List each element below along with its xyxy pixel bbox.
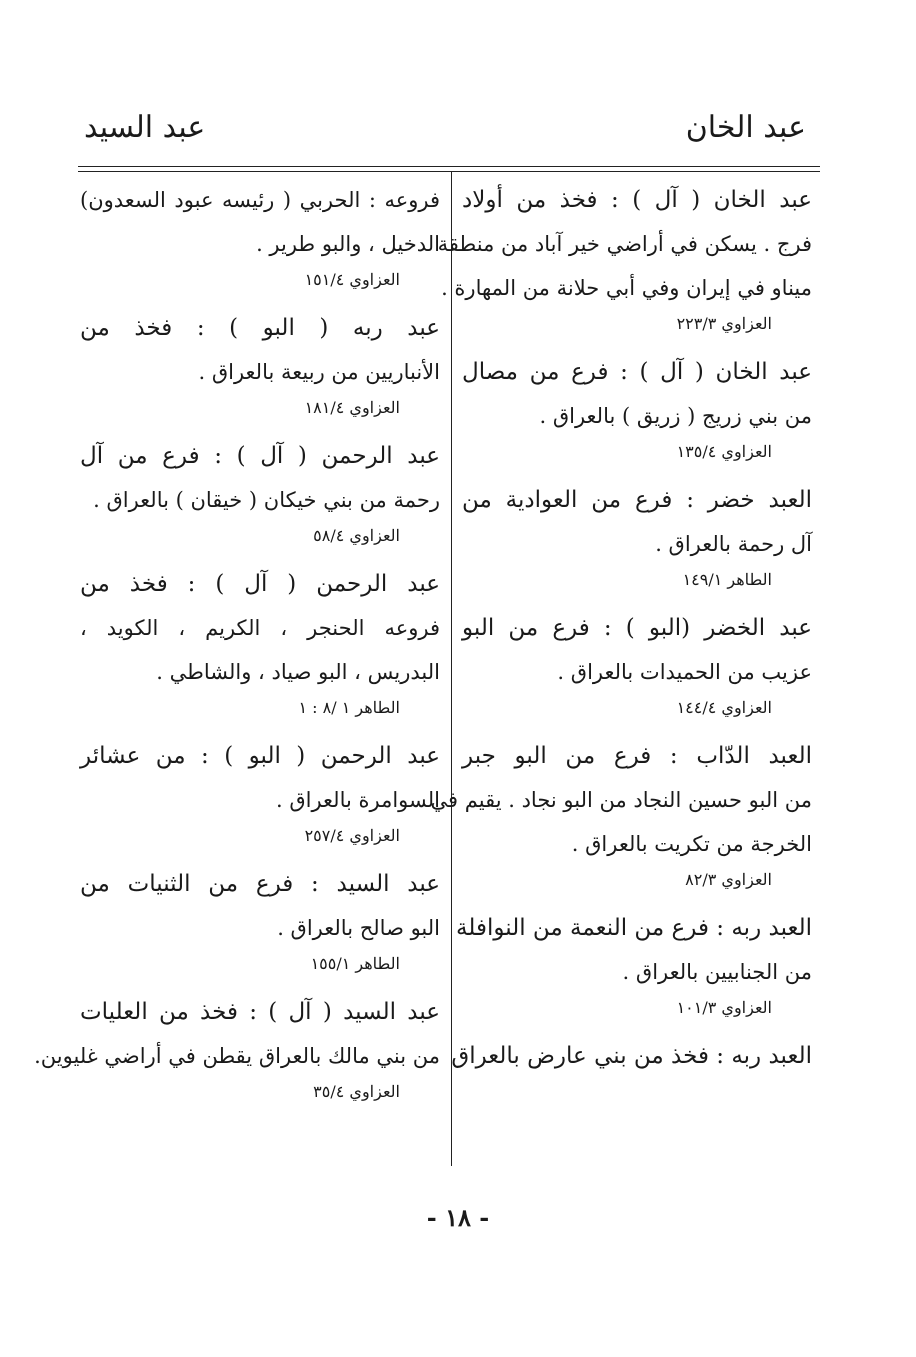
entry-line: العبد ربه : فرع من النعمة من النوافلة xyxy=(456,915,812,941)
entry xyxy=(80,734,440,850)
entry-source: العزاوي ١٨١/٤ xyxy=(304,398,400,417)
entry-line: عزيب من الحميدات بالعراق . xyxy=(557,660,812,684)
entry-line: عبد الخان ( آل ) : فرع من مصال xyxy=(462,359,812,385)
entry-line: البدريس ، البو صياد ، والشاطي . xyxy=(156,660,440,684)
entry xyxy=(80,434,440,550)
entry-line: فرج . يسكن في أراضي خير آباد من منطقة xyxy=(437,232,812,256)
entry-source: العزاوي ٢٢٣/٣ xyxy=(676,314,772,333)
header-rule-bottom xyxy=(78,171,820,172)
entry-source: العزاوي ٥٨/٤ xyxy=(313,526,400,545)
entry xyxy=(430,734,812,894)
entry-line: الدخيل ، والبو طرير . xyxy=(256,232,440,256)
entry-source: العزاوي ١٤٤/٤ xyxy=(676,698,772,717)
entry-line: الأنباريين من ربيعة بالعراق . xyxy=(198,360,440,384)
entry-line: العبد ربه : فخذ من بني عارض بالعراق xyxy=(451,1043,812,1069)
entry xyxy=(462,478,812,594)
entry-line: السوامرة بالعراق . xyxy=(275,788,440,812)
entry-line: من بني زريج ( زريق ) بالعراق . xyxy=(539,404,812,428)
entry xyxy=(451,1034,812,1078)
entry-line: العبد خضر : فرع من العوادية من xyxy=(462,487,812,513)
entry-line: من الجنابيين بالعراق . xyxy=(622,960,812,984)
entry xyxy=(462,606,812,722)
entry xyxy=(437,178,812,338)
entry-line: من بني مالك بالعراق يقطن في أراضي غليوين. xyxy=(34,1044,440,1068)
entry-line: آل رحمة بالعراق . xyxy=(655,532,812,556)
entry-line: عبد ربه ( البو ) : فخذ من xyxy=(80,315,440,341)
entry-source: العزاوي ١٥١/٤ xyxy=(304,270,400,289)
running-header xyxy=(78,100,818,160)
entry-source: العزاوي ٨٢/٣ xyxy=(685,870,772,889)
entry-source: الطاهر ١ /٨ : ١ xyxy=(298,698,400,717)
entry-source: الطاهر ١٤٩/١ xyxy=(682,570,772,589)
right-column xyxy=(430,178,812,1078)
entry-line: عبد الرحمن ( البو ) : من عشائر xyxy=(80,743,440,769)
header-left-title: عبد السيد xyxy=(84,110,206,145)
entry xyxy=(80,178,440,294)
left-column xyxy=(34,178,440,1118)
entry-line: عبد السيد ( آل ) : فخذ من العليات xyxy=(80,999,440,1025)
entry-source: العزاوي ١٠١/٣ xyxy=(676,998,772,1017)
entry-source: الطاهر ١٥٥/١ xyxy=(310,954,400,973)
column-divider xyxy=(451,171,452,1166)
entry-line: عبد الرحمن ( آل ) : فخذ من xyxy=(80,571,440,597)
entry-line: عبد الخان ( آل ) : فخذ من أولاد xyxy=(462,187,812,213)
entry-line: البو صالح بالعراق . xyxy=(277,916,440,940)
header-right-title: عبد الخان xyxy=(685,110,806,145)
entry-line: فروعه الحنجر ، الكريم ، الكويد ، xyxy=(80,616,440,640)
entry xyxy=(462,350,812,466)
entry xyxy=(80,862,440,978)
entry xyxy=(80,306,440,422)
entry-line: العبد الدّاب : فرع من البو جبر xyxy=(462,743,812,769)
header-rule-top xyxy=(78,166,820,167)
entry xyxy=(80,562,440,722)
page-number: - ١٨ - xyxy=(426,1203,490,1232)
entry-line: عبد السيد : فرع من الثنيات من xyxy=(80,871,440,897)
entry-source: العزاوي ٢٥٧/٤ xyxy=(304,826,400,845)
entry-line: عبد الرحمن ( آل ) : فرع من آل xyxy=(80,443,440,469)
entry-line: رحمة من بني خيكان ( خيقان ) بالعراق . xyxy=(93,488,440,512)
entry xyxy=(456,906,812,1022)
entry-source: العزاوي ٣٥/٤ xyxy=(313,1082,400,1101)
entry-line: فروعه : الحربي ( رئيسه عبود السعدون) xyxy=(80,188,440,212)
entry-line: ميناو في إيران وفي أبي حلانة من المهارة . xyxy=(441,276,812,300)
entry-line: من البو حسين النجاد من البو نجاد . يقيم في xyxy=(430,788,812,812)
entry-source: العزاوي ١٣٥/٤ xyxy=(676,442,772,461)
entry-line: عبد الخضر (البو ) : فرع من البو xyxy=(462,615,812,641)
entry-line: الخرجة من تكريت بالعراق . xyxy=(571,832,812,856)
entry xyxy=(34,990,440,1106)
